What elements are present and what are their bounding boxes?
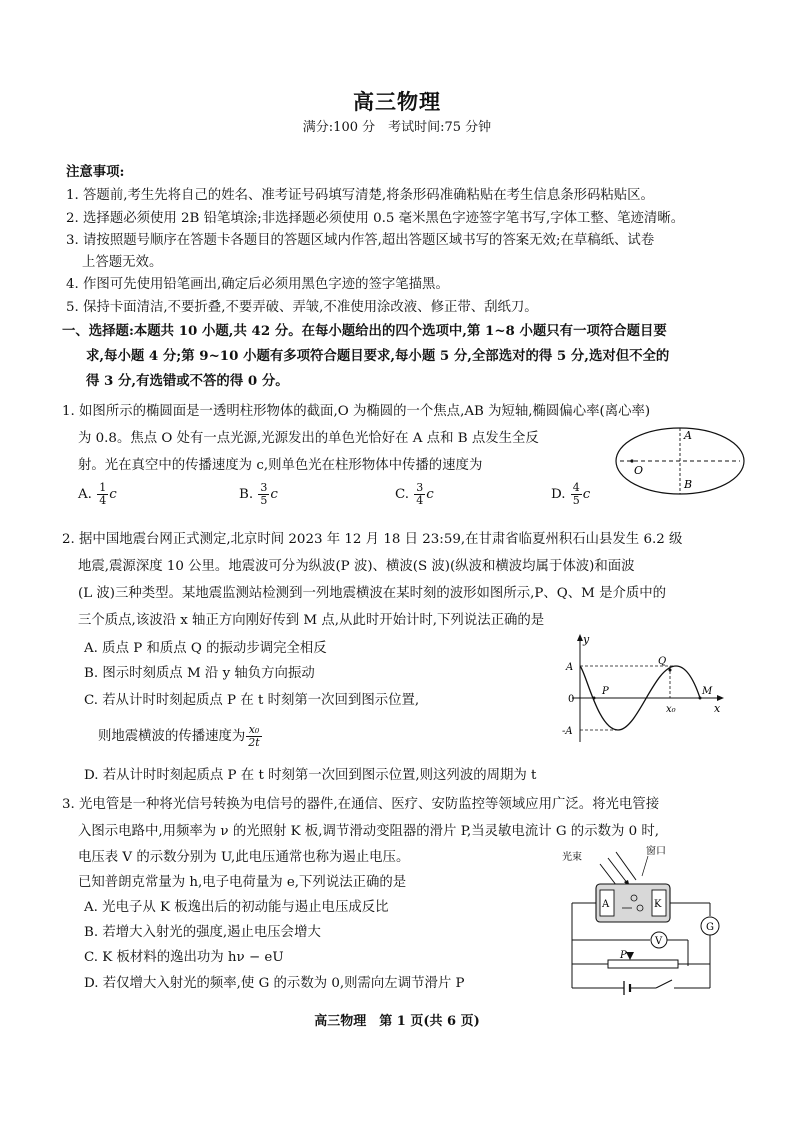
section-heading: 得 3 分,有选错或不答的得 0 分。 [86,373,289,389]
axis-y-label: y [583,633,590,646]
question-text: 射。光在真空中的传播速度为 c,则单色光在柱形物体中传播的速度为 [78,458,483,473]
option-a: A. 光电子从 K 板逸出后的初动能与遏止电压成反比 [84,900,389,915]
axis-x-label: x [714,702,721,715]
ellipse-figure [612,422,748,500]
question-text: 1. 如图所示的椭圆面是一透明柱形物体的截面,O 为椭圆的一个焦点,AB 为短轴,椭圆偏心率(离心率) [62,404,651,419]
question-text: 入图示电路中,用频率为 ν 的光照射 K 板,调节滑动变阻器的滑片 P,当灵敏电流计 G 的示数为 0 时, [78,824,660,839]
question-text: 三个质点,该波沿 x 轴正方向刚好传到 M 点,从此时开始计时,下列说法正确的是 [78,613,545,628]
question-text: 已知普朗克常量为 h,电子电荷量为 e,下列说法正确的是 [78,875,407,890]
option-d: D. 若仅增大入射光的频率,使 G 的示数为 0,则需向左调节滑片 P [84,976,465,991]
question-text: 2. 据中国地震台网正式测定,北京时间 2023 年 12 月 18 日 23:59,在甘肃省临夏州积石山县发生 6.2 级 [62,532,683,547]
question-text: 电压表 V 的示数分别为 U,此电压通常也称为遏止电压。 [78,850,410,865]
question-text: 3. 光电管是一种将光信号转换为电信号的器件,在通信、医疗、安防监控等领域应用广泛。将光电管接 [62,797,660,812]
option-a: A. $\frac{1}{4}$ c [78,481,117,507]
option-c: C. K 板材料的逸出功为 hν − eU [84,950,284,965]
notes-heading: 注意事项: [66,164,125,180]
note-item: 1. 答题前,考生先将自己的姓名、准考证号码填写清楚,将条形码准确粘贴在考生信息条形码粘贴区。 [66,188,654,203]
option-b: B. $\frac{3}{5}$ c [239,481,278,507]
option-c-cont: 则地震横波的传播速度为 $\frac{\text{x₀}}{2t}$ [98,723,260,749]
option-a: A. 质点 P 和质点 Q 的振动步调完全相反 [84,641,327,656]
voltmeter-label: V [655,936,663,947]
cathode-label: K [654,899,662,910]
anode-label: A [602,899,610,910]
option-c: C. 若从计时时刻起质点 P 在 t 时刻第一次回到图示位置, [84,693,420,708]
window-label: 窗口 [646,846,666,857]
section-heading: 一、选择题:本题共 10 小题,共 42 分。在每小题给出的四个选项中,第 1~8 小题只有一项符合题目要 [62,323,667,339]
point-m: M [702,686,713,697]
page-footer: 高三物理 第 1 页(共 6 页) [314,1014,480,1029]
option-b: B. 图示时刻质点 M 沿 y 轴负方向振动 [84,666,315,681]
option-d: D. $\frac{4}{5}$ c [551,481,591,507]
page-title: 高三物理 [353,89,441,114]
beam-label: 光束 [562,852,582,863]
origin: 0 [568,694,575,705]
note-item: 3. 请按照题号顺序在答题卡各题目的答题区域内作答,超出答题区域书写的答案无效;在草稿纸、试卷 [66,233,655,248]
point-q: Q [658,656,667,667]
option-c: C. $\frac{3}{4}$ c [395,481,434,507]
label-a: A [684,429,692,442]
question-text: (L 波)三种类型。某地震监测站检测到一列地震横波在某时刻的波形如图所示,P、Q、M 是介质中的 [78,586,667,601]
point-p: P [602,686,609,697]
option-d: D. 若从计时时刻起质点 P 在 t 时刻第一次回到图示位置,则这列波的周期为 t [84,768,537,783]
note-item: 4. 作图可先使用铅笔画出,确定后必须用黑色字迹的签字笔描黑。 [66,277,449,292]
galvanometer-label: G [706,922,714,933]
note-item: 5. 保持卡面清洁,不要折叠,不要弄破、弄皱,不准使用涂改液、修正带、刮纸刀。 [66,300,538,315]
wave-graph [558,632,728,744]
note-item: 上答题无效。 [82,255,163,270]
option-b: B. 若增大入射光的强度,遏止电压会增大 [84,925,321,940]
label-o: O [634,464,644,477]
phototube-circuit [560,840,725,998]
question-text: 为 0.8。焦点 O 处有一点光源,光源发出的单色光恰好在 A 点和 B 点发生全反 [78,431,539,446]
point-x0: x₀ [666,704,676,715]
label-b: B [684,478,693,491]
exam-info: 满分:100 分 考试时间:75 分钟 [302,120,492,135]
slider-label: P [620,950,627,961]
question-text: 地震,震源深度 10 公里。地震波可分为纵波(P 波)、横波(S 波)(纵波和横波均属于体波)和面波 [78,559,635,574]
amp-bottom: -A [562,726,573,737]
note-item: 2. 选择题必须使用 2B 铅笔填涂;非选择题必须使用 0.5 毫米黑色字迹签字笔书写,字体工整、笔迹清晰。 [66,211,685,226]
section-heading: 求,每小题 4 分;第 9~10 小题有多项符合题目要求,每小题 5 分,全部选对的得 5 分,选对但不全的 [86,348,670,364]
amp-top: A [566,662,574,673]
